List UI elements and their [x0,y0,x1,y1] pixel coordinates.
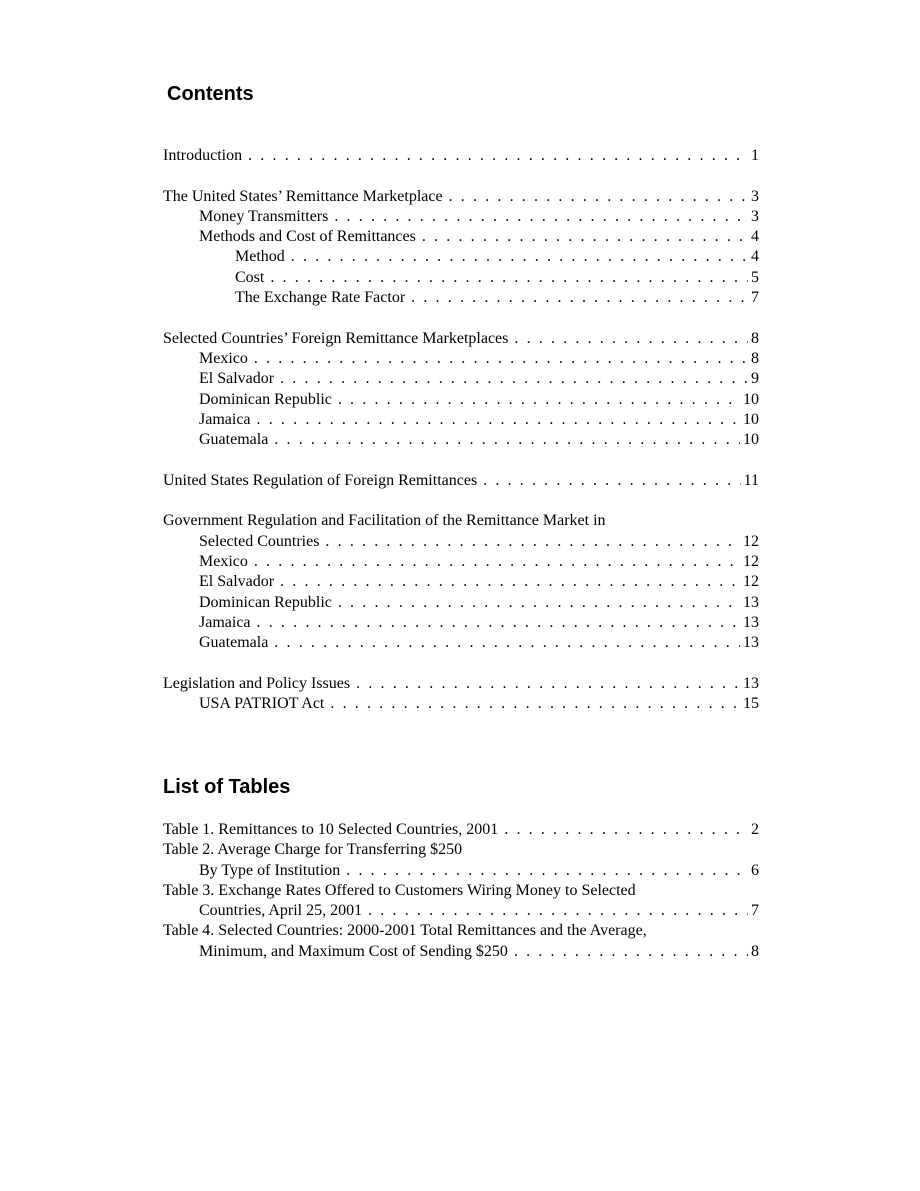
dot-leader [280,572,740,592]
dot-leader [257,613,740,633]
table-entry-3-line-2[interactable] [163,901,759,921]
entry-page: 3 [751,207,759,225]
entry-page: 9 [751,370,759,388]
entry-page: 10 [743,410,759,428]
entry-title: By Type of Institution [199,861,341,879]
toc-entry-dominican-republic[interactable] [163,390,759,410]
entry-title: El Salvador [199,370,275,388]
dot-leader [504,820,748,840]
entry-page: 1 [751,147,759,164]
toc-entry-method[interactable] [163,247,759,267]
dot-leader [514,329,748,349]
entry-title: Mexico [199,552,248,570]
table-entry-4-line-1[interactable] [163,921,759,941]
toc-entry-el-salvador[interactable] [163,369,759,389]
entry-title: Table 3. Exchange Rates Offered to Customers Wiring Money to Selected [163,881,636,899]
toc-entry-usa-patriot-act[interactable] [163,694,759,714]
table-entry-1[interactable] [163,820,759,840]
toc-entry-guatemala-regulation[interactable] [163,633,759,653]
entry-page: 4 [751,228,759,246]
entry-page: 8 [751,349,759,367]
entry-title: Methods and Cost of Remittances [199,228,416,246]
toc-entry-mexico[interactable] [163,349,759,369]
entry-title: Cost [235,268,265,286]
entry-title: Legislation and Policy Issues [163,674,351,692]
entry-title: Guatemala [199,634,269,652]
dot-leader [257,410,740,430]
dot-leader [422,227,748,247]
entry-title: Jamaica [199,410,251,428]
dot-leader [254,349,748,369]
table-entry-2-line-2[interactable] [163,861,759,881]
contents-list [163,146,759,714]
entry-page: 2 [751,821,759,838]
entry-title: Mexico [199,349,248,367]
list-of-tables-heading: List of Tables [163,776,291,798]
dot-leader [280,369,748,389]
toc-entry-government-regulation[interactable] [163,511,759,531]
entry-page: 10 [743,431,759,449]
toc-entry-us-remittance-marketplace[interactable] [163,187,759,207]
entry-page: 13 [743,613,759,631]
dot-leader [274,430,740,450]
toc-entry-introduction[interactable] [163,146,759,166]
list-of-tables [163,820,759,962]
toc-entry-legislation-policy[interactable] [163,674,759,694]
dot-leader [449,187,748,207]
toc-entry-exchange-rate-factor[interactable] [163,288,759,308]
entry-title: Table 1. Remittances to 10 Selected Countries, 2001 [163,821,499,838]
entry-title: Dominican Republic [199,593,332,611]
toc-entry-jamaica[interactable] [163,410,759,430]
entry-title: The United States’ Remittance Marketplace [163,187,443,205]
toc-entry-jamaica-regulation[interactable] [163,613,759,633]
table-entry-3-line-1[interactable] [163,881,759,901]
entry-title: Table 4. Selected Countries: 2000-2001 Total Remittances and the Average, [163,922,647,940]
toc-entry-selected-countries-marketplaces[interactable] [163,329,759,349]
dot-leader [514,942,748,962]
dot-leader [334,207,748,227]
entry-title: Method [235,248,285,266]
entry-title: Introduction [163,147,243,164]
entry-page: 13 [743,593,759,611]
table-entry-2-line-1[interactable] [163,840,759,860]
toc-entry-el-salvador-regulation[interactable] [163,572,759,592]
dot-leader [248,146,748,166]
dot-leader [291,247,748,267]
entry-page: 5 [751,268,759,286]
toc-entry-dominican-republic-regulation[interactable] [163,593,759,613]
entry-title: Guatemala [199,431,269,449]
entry-page: 15 [743,695,759,713]
entry-title: Minimum, and Maximum Cost of Sending $250 [199,942,508,960]
entry-title: Selected Countries’ Foreign Remittance Marketplaces [163,329,509,347]
entry-title: El Salvador [199,573,275,591]
entry-title: Government Regulation and Facilitation of the Remittance Market in [163,512,606,530]
dot-leader [330,694,740,714]
table-entry-4-line-2[interactable] [163,942,759,962]
entry-page: 7 [751,289,759,307]
entry-page: 12 [743,573,759,591]
entry-page: 8 [751,942,759,960]
toc-entry-methods-and-cost[interactable] [163,227,759,247]
entry-title: Jamaica [199,613,251,631]
entry-title: Countries, April 25, 2001 [199,902,363,920]
entry-page: 8 [751,329,759,347]
toc-entry-cost[interactable] [163,268,759,288]
toc-entry-us-regulation[interactable] [163,471,759,491]
dot-leader [274,633,740,653]
entry-page: 3 [751,187,759,205]
entry-page: 12 [743,552,759,570]
entry-title: Table 2. Average Charge for Transferring $250 [163,841,463,859]
dot-leader [483,471,740,491]
entry-title: Money Transmitters [199,207,329,225]
dot-leader [411,288,748,308]
dot-leader [338,390,740,410]
entry-page: 12 [743,532,759,550]
dot-leader [338,593,740,613]
toc-entry-guatemala[interactable] [163,430,759,450]
entry-title: Dominican Republic [199,390,332,408]
dot-leader [368,901,748,921]
dot-leader [346,861,748,881]
entry-page: 13 [743,674,759,692]
entry-title: United States Regulation of Foreign Remittances [163,471,478,489]
entry-page: 4 [751,248,759,266]
contents-heading: Contents [167,83,254,105]
entry-page: 10 [743,390,759,408]
toc-entry-selected-countries[interactable] [163,532,759,552]
dot-leader [254,552,740,572]
entry-title: Selected Countries [199,532,320,550]
entry-page: 13 [743,634,759,652]
entry-page: 7 [751,902,759,920]
entry-page: 6 [751,861,759,879]
dot-leader [270,268,748,288]
toc-entry-money-transmitters[interactable] [163,207,759,227]
entry-title: The Exchange Rate Factor [235,289,406,307]
entry-title: USA PATRIOT Act [199,695,325,713]
dot-leader [325,532,740,552]
entry-page: 11 [743,471,759,489]
dot-leader [356,674,740,694]
toc-entry-mexico-regulation[interactable] [163,552,759,572]
